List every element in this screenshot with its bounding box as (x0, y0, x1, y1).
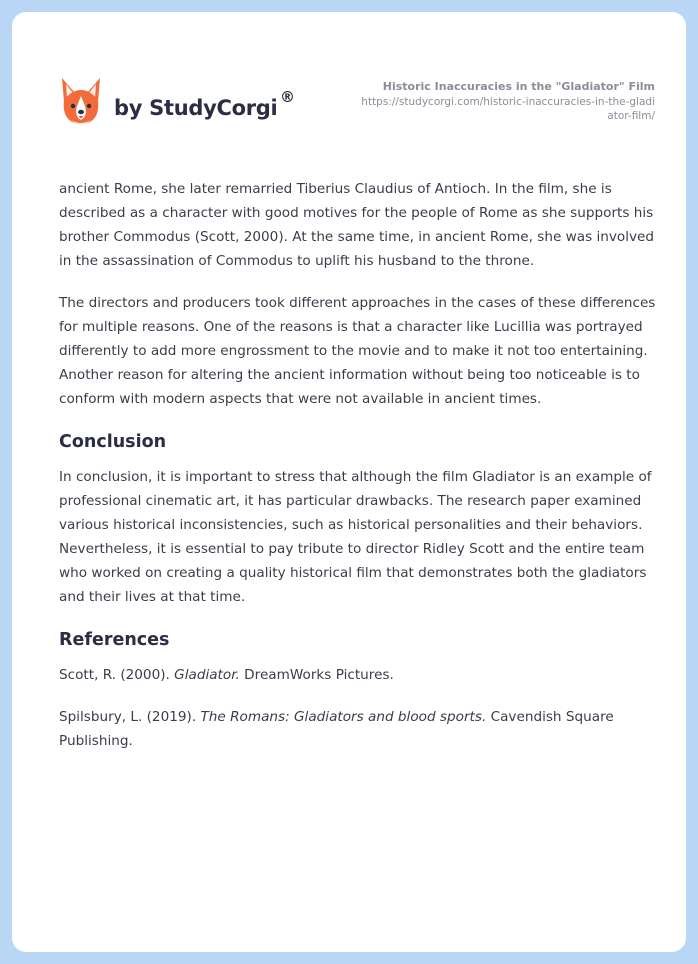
document-title: Historic Inaccuracies in the "Gladiator" Film (382, 80, 655, 93)
document-meta (325, 79, 655, 123)
reference-entry: Spilsbury, L. (2019). The Romans: Gladiators and blood sports. Cavendish Square Publishing. (59, 709, 614, 749)
logo-text: by StudyCorgi (114, 96, 278, 120)
conclusion-heading: Conclusion (59, 432, 167, 452)
body-paragraph: ancient Rome, she later remarried Tiberius Claudius of Antioch. In the film, she is described as a character with good motives for the people of Rome as she supports his brother Commodus (Scott, 2000). At the same time, in ancient Rome, she was involved in the assassination of Commodus to uplift his husband to the throne. (59, 181, 655, 269)
body-paragraph: The directors and producers took different approaches in the cases of these differences for multiple reasons. One of the reasons is that a character like Lucillia was portrayed differently to add more engrossment to the movie and to make it not too entertaining. Another reason for altering the ancient information without being too noticeable is to conform with modern aspects that were not available in ancient times. (59, 295, 656, 407)
document-body (59, 177, 659, 771)
reference-entry: Scott, R. (2000). Gladiator. DreamWorks Pictures. (59, 667, 394, 683)
registered-mark: ® (280, 88, 295, 106)
document-page (12, 12, 686, 952)
document-url[interactable]: https://studycorgi.com/historic-inaccuracies-in-the-gladiator-film/ (361, 96, 655, 122)
conclusion-paragraph: In conclusion, it is important to stress that although the film Gladiator is an example of professional cinematic art, it has particular drawbacks. The research paper examined various historical inconsistencies, such as historical personalities and their behaviors. Nevertheless, it is essential to pay tribute to director Ridley Scott and the entire team who worked on creating a quality historical film that demonstrates both the gladiators and their lives at that time. (59, 469, 652, 605)
references-heading: References (59, 630, 170, 650)
corgi-icon (60, 76, 102, 126)
